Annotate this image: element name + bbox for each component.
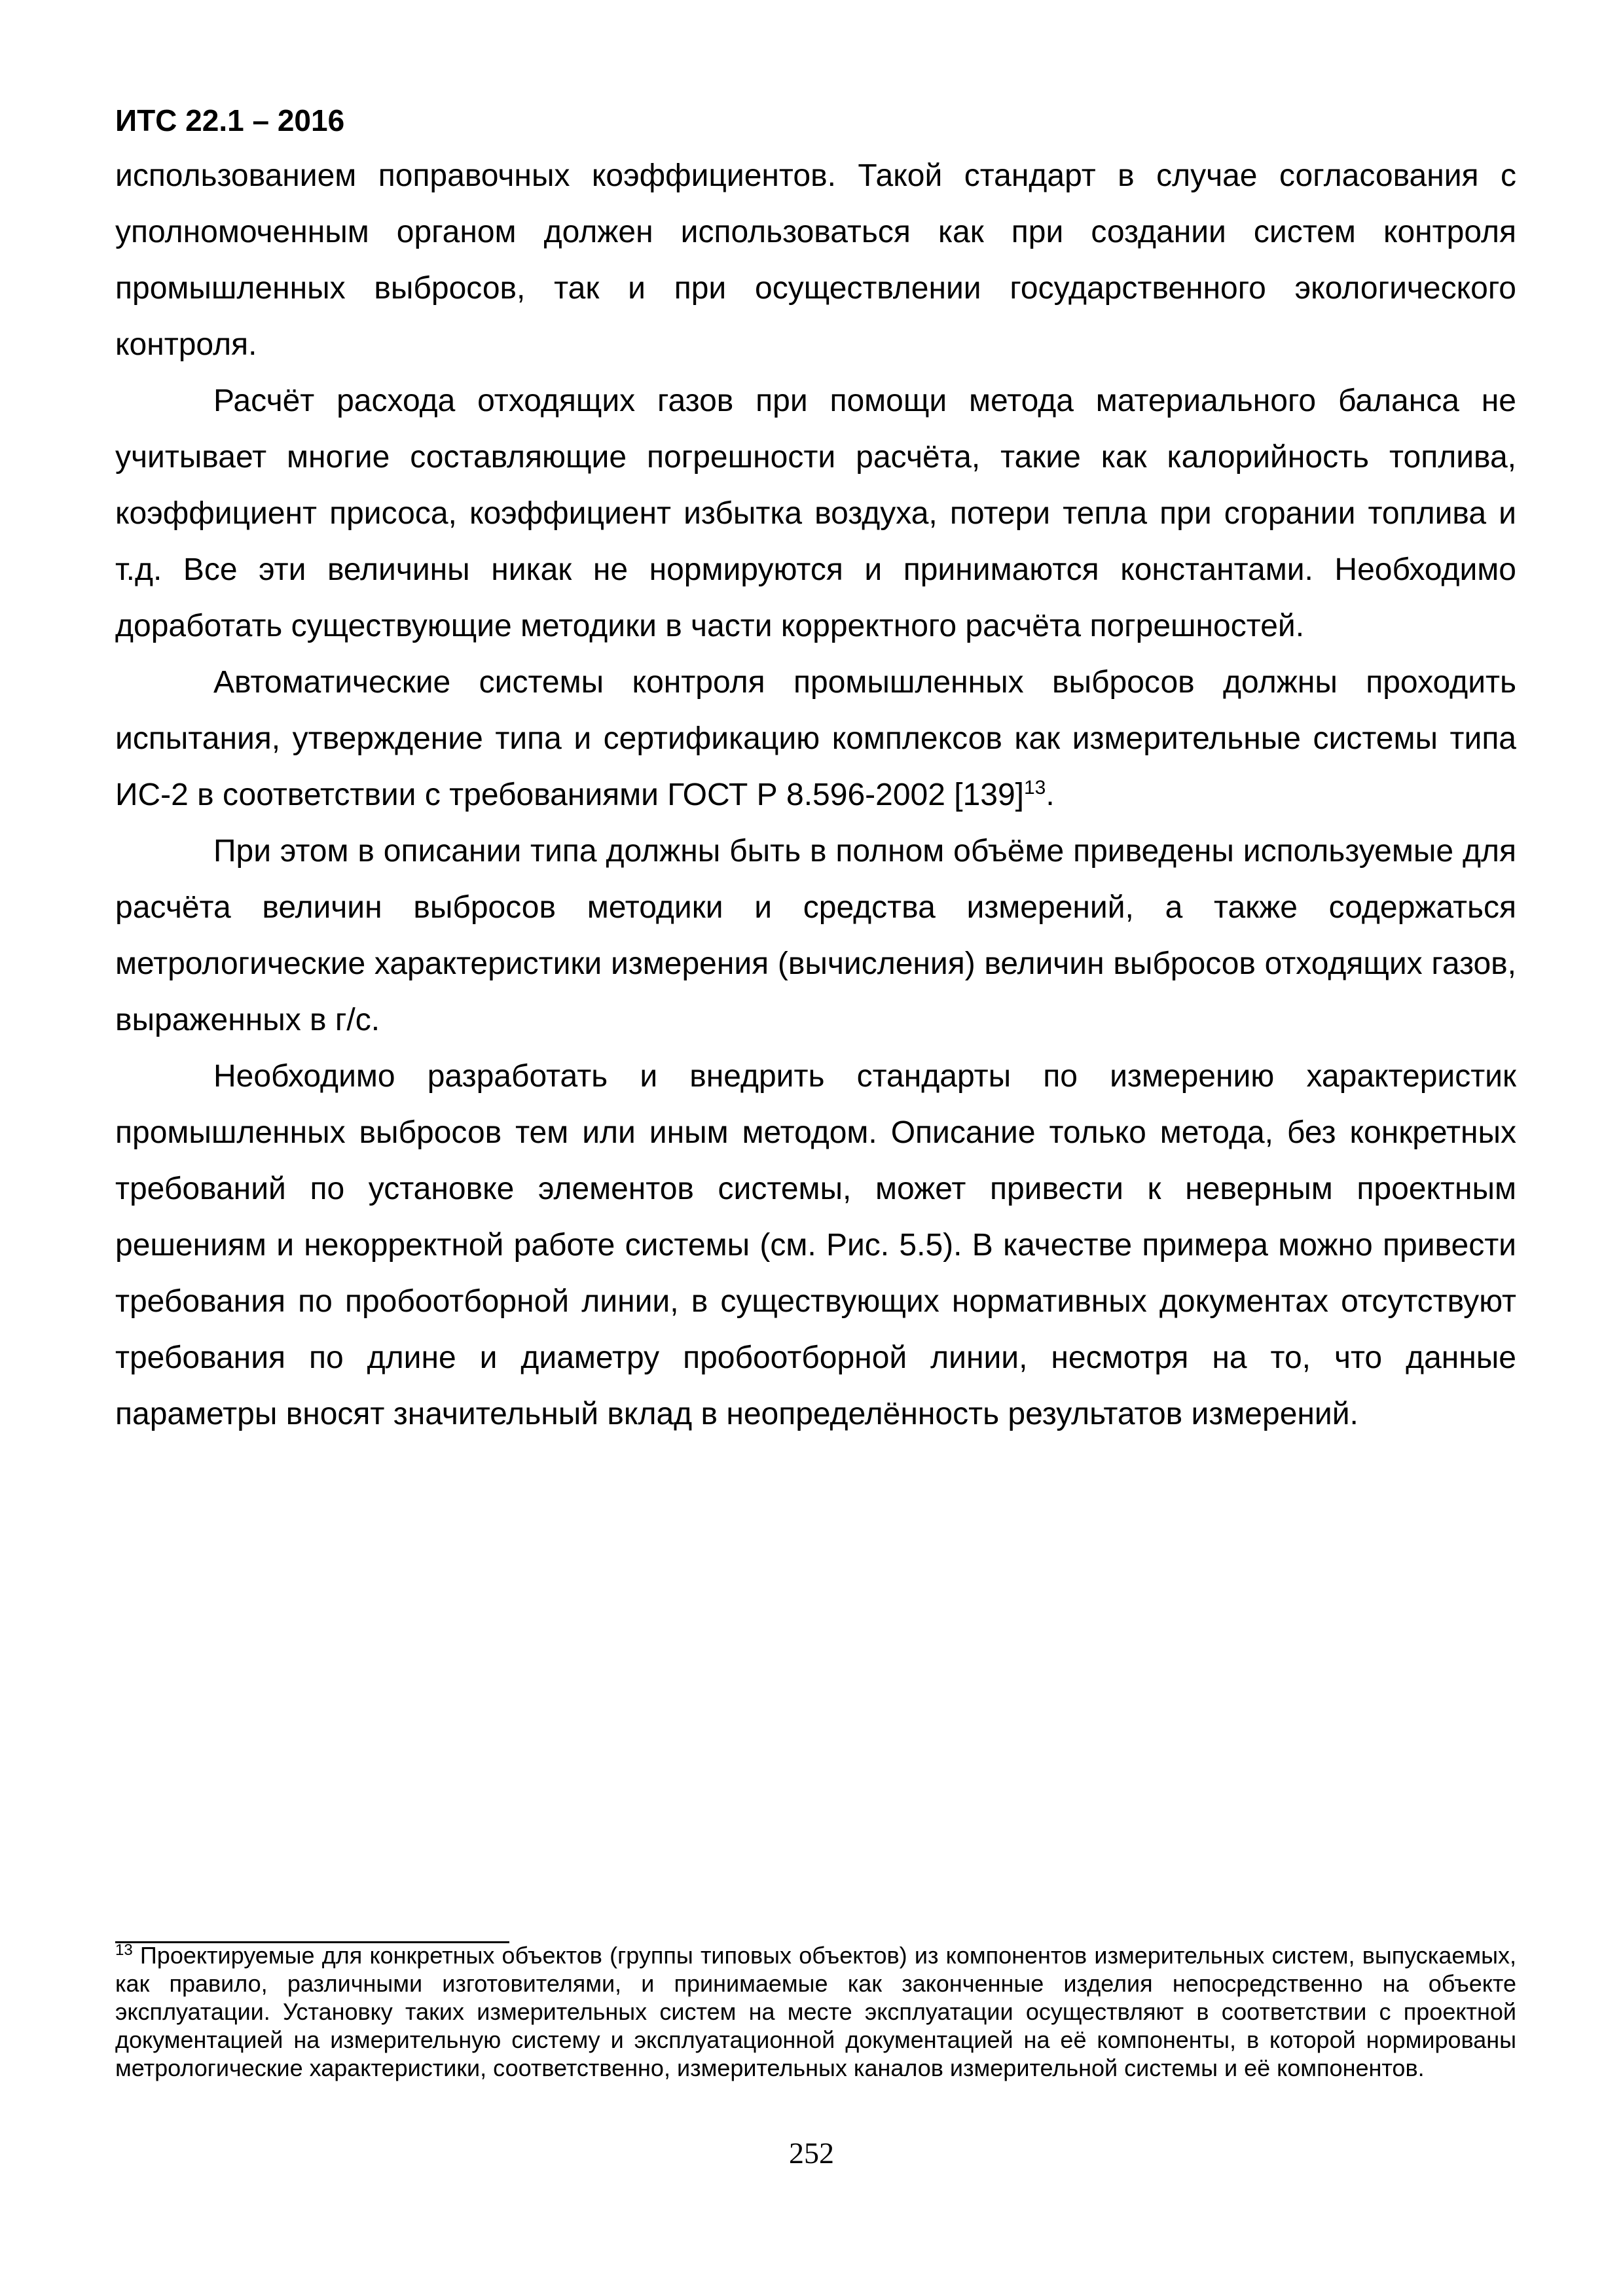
paragraph-3: [115, 655, 1516, 823]
footnote-marker: 13: [115, 1941, 133, 1959]
footnote-text: Проектируемые для конкретных объектов (группы типовых объектов) из компонентов измерительных систем, выпускаемых, как правило, различными изготовителями, и принимаемые как законченные изделия непосредственно на объекте эксплуатации. Установку таких измерительных систем на месте эксплуатации осуществляют в соответствии с проектной документацией на измерительную систему и эксплуатационной документацией на её компоненты, в которой нормированы метрологические характеристики, соответственно, измерительных каналов измерительной системы и её компонентов.: [115, 1942, 1516, 2081]
paragraph-2: Расчёт расхода отходящих газов при помощи метода материального баланса не учитывает многие составляющие погрешности расчёта, такие как калорийность топлива, коэффициент присоса, коэффициент избытка воздуха, потери тепла при сгорании топлива и т.д. Все эти величины никак не нормируются и принимаются константами. Необходимо доработать существующие методики в части корректного расчёта погрешностей.: [115, 384, 1516, 643]
footnote-reference[interactable]: 13: [1024, 777, 1046, 798]
document-header: ИТС 22.1 – 2016: [115, 103, 345, 137]
paragraph-5: Необходимо разработать и внедрить стандарты по измерению характеристик промышленных выбросов тем или иным методом. Описание только метода, без конкретных требований по установке элементов системы, может привести к неверным проектным решениям и некорректной работе системы (см. Рис. 5.5). В качестве примера можно привести требования по пробоотборной линии, в существующих нормативных документах отсутствуют требования по длине и диаметру пробоотборной линии, несмотря на то, что данные параметры вносят значительный вклад в неопределённость результатов измерений.: [115, 1059, 1516, 1431]
paragraph-1: использованием поправочных коэффициентов. Такой стандарт в случае согласования с уполномоченным органом должен использоваться как при создании систем контроля промышленных выбросов, так и при осуществлении государственного экологического контроля.: [115, 158, 1516, 362]
paragraph-3-text: Автоматические системы контроля промышленных выбросов должны проходить испытания, утверждение типа и сертификацию комплексов как измерительные системы типа ИС-2 в соответствии с требованиями ГОСТ Р 8.596-2002 [139]: [115, 665, 1516, 812]
paragraph-3-end: .: [1046, 778, 1055, 812]
body-text: [115, 148, 1516, 1443]
paragraph-4: При этом в описании типа должны быть в полном объёме приведены используемые для расчёта величин выбросов методики и средства измерений, а также содержаться метрологические характеристики измерения (вычисления) величин выбросов отходящих газов, выраженных в г/с.: [115, 834, 1516, 1037]
page-number: 252: [789, 2136, 834, 2170]
footnote: [115, 1941, 1516, 2082]
